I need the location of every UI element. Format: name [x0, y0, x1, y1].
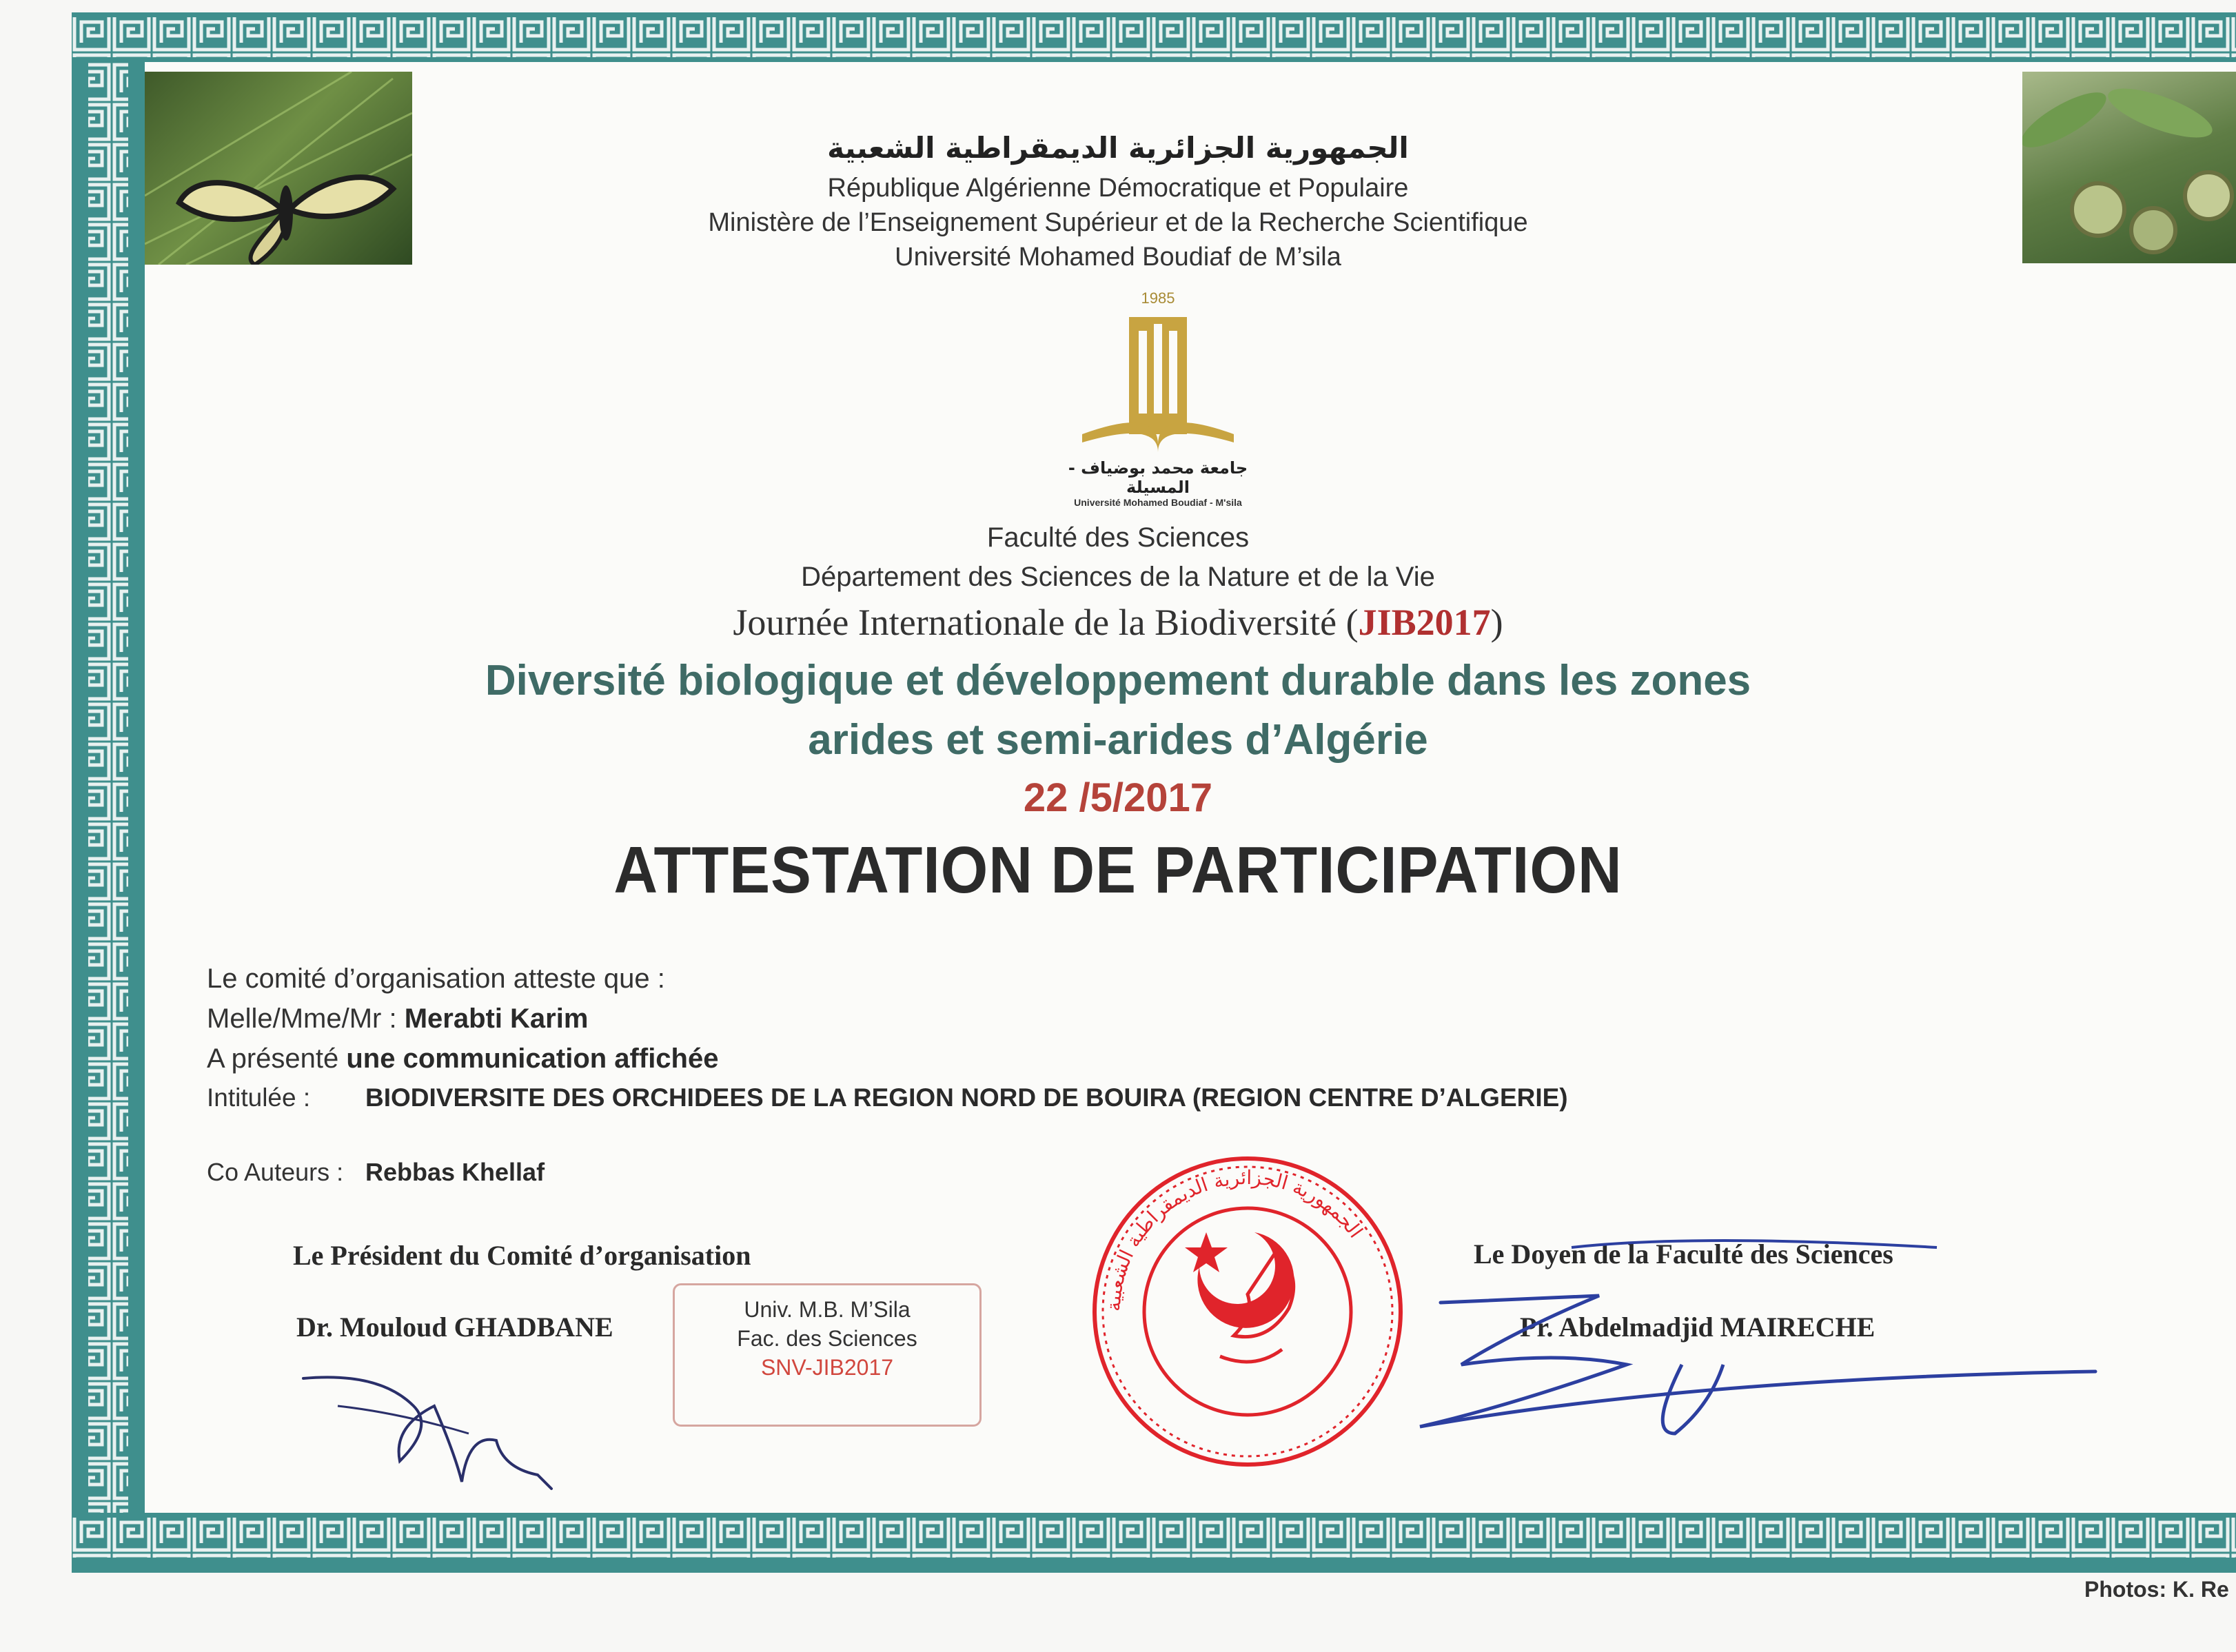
stamp-line3: SNV-JIB2017: [760, 1355, 894, 1380]
presentation-line: [207, 1043, 718, 1074]
photo-credits: Photos: K. Re: [2084, 1577, 2229, 1602]
president-signature: [296, 1365, 558, 1502]
stamp-line2: Fac. des Sciences: [737, 1326, 917, 1351]
university-name: Université Mohamed Boudiaf de M’sila: [895, 243, 1341, 272]
presentation-type: une communication affichée: [346, 1043, 719, 1074]
coauthors-label: Co Auteurs :: [207, 1158, 344, 1186]
event-name-suffix: ): [1490, 602, 1503, 643]
dean-name: Pr. Abdelmadjid MAIRECHE: [1520, 1312, 1876, 1343]
tower-book-icon: [1034, 289, 1282, 455]
communication-title-line: [207, 1083, 1568, 1112]
dean-title: Le Doyen de la Faculté des Sciences: [1474, 1238, 1893, 1269]
event-theme-line2: arides et semi-arides d’Algérie: [808, 716, 1428, 764]
event-name: [0, 601, 2236, 644]
seal-text: الجمهورية الجزائرية الديمقراطية الشعبية: [1101, 1165, 1368, 1312]
event-code: JIB2017: [1358, 602, 1491, 643]
dean-signature: [1213, 1227, 2109, 1475]
border-pattern-bottom: [72, 1513, 2236, 1562]
president-name: Dr. Mouloud GHADBANE: [296, 1312, 613, 1343]
logo-latin-name: Université Mohamed Boudiaf - M'sila: [1074, 497, 1242, 508]
presentation-label: A présenté: [207, 1043, 347, 1074]
event-date: 22 /5/2017: [1023, 775, 1213, 820]
participant-label: Melle/Mme/Mr :: [207, 1003, 405, 1034]
certificate-title: ATTESTATION DE PARTICIPATION: [613, 833, 1623, 907]
faculty-name: Faculté des Sciences: [986, 522, 1250, 553]
president-title: Le Président du Comité d’organisation: [293, 1240, 751, 1271]
faculty-stamp-box: [673, 1283, 982, 1427]
university-logo: [1034, 289, 1282, 508]
communication-title-label: Intitulée :: [207, 1083, 311, 1112]
participant-line: [207, 1003, 588, 1034]
department-name: Département des Sciences de la Nature et de la Vie: [801, 562, 1435, 592]
republic-name: République Algérienne Démocratique et Populaire: [827, 174, 1409, 203]
coauthors-line: [207, 1158, 545, 1187]
stamp-line1: Univ. M.B. M’Sila: [744, 1297, 911, 1322]
arabic-state-name: الجمهورية الجزائرية الديمقراطية الشعبية: [827, 131, 1409, 165]
participant-name: Merabti Karim: [404, 1003, 589, 1034]
border-pattern-top: [72, 12, 2236, 62]
event-theme-line1: Diversité biologique et développement durable dans les zones: [485, 657, 1751, 704]
ministry-name: Ministère de l’Enseignement Supérieur et de la Recherche Scientifique: [708, 208, 1528, 237]
logo-arabic-name: جامعة محمد بوضياف - المسيلة: [1068, 458, 1248, 497]
communication-title: BIODIVERSITE DES ORCHIDEES DE LA REGION NORD DE BOUIRA (REGION CENTRE D’ALGERIE): [365, 1083, 1568, 1112]
certificate-intro: Le comité d’organisation atteste que :: [207, 963, 665, 994]
logo-year: 1985: [1141, 289, 1175, 307]
event-name-prefix: Journée Internationale de la Biodiversité (: [733, 602, 1359, 643]
coauthors-names: Rebbas Khellaf: [365, 1158, 545, 1186]
